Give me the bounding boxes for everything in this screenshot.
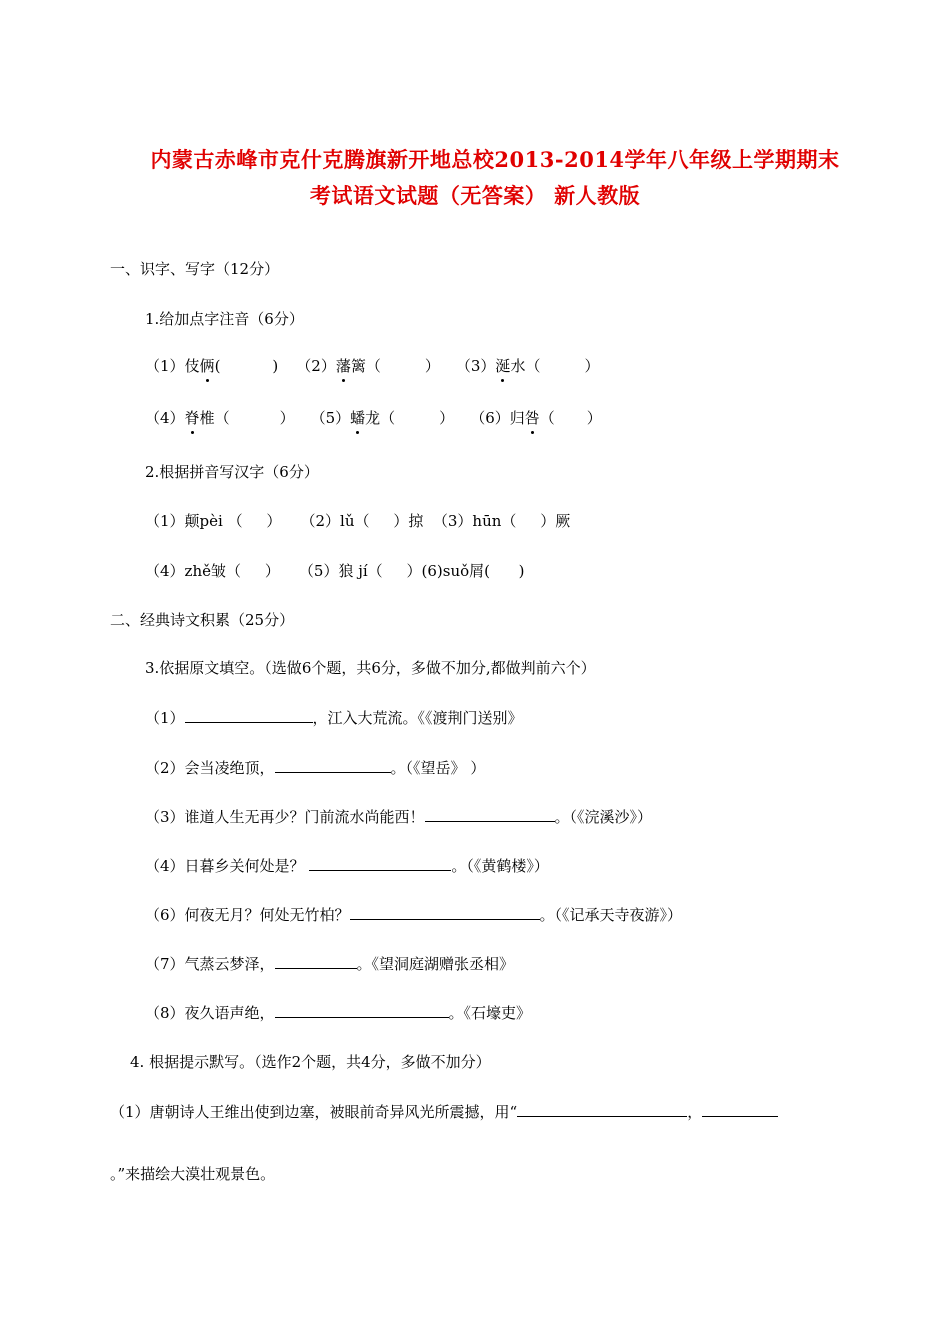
answer-blank[interactable]: [702, 1101, 778, 1117]
dotted-char: 俩: [199, 357, 215, 375]
q3-line4: （4）日暮乡关何处是？ 。（《黄鹤楼》）: [145, 857, 549, 875]
answer-blank[interactable]: [185, 707, 313, 723]
answer-blank[interactable]: [309, 855, 451, 871]
answer-blank[interactable]: [425, 806, 555, 822]
q2-row1: （1）颠pèi （ ） （2）lǔ（ ）掠 （3）hūn（ ）厥: [145, 512, 571, 530]
q4-line1: （1）唐朝诗人王维出使到边塞，被眼前奇异风光所震撼，用“ ，: [110, 1101, 778, 1122]
dotted-char: 脊: [184, 409, 200, 427]
answer-blank[interactable]: [517, 1101, 687, 1117]
document-title-line2: 考试语文试题（无答案） 新人教版: [309, 183, 641, 208]
q1-row2: （4）脊椎（ ） （5）蟠龙（ ） （6）归咎（ ）: [145, 409, 602, 427]
answer-blank[interactable]: [275, 757, 391, 773]
q2-heading: 2.根据拼音写汉字（6分）: [145, 463, 319, 481]
document-title-line1: 内蒙古赤峰市克什克腾旗新开地总校2013-2014学年八年级上学期期末: [150, 147, 840, 172]
answer-blank[interactable]: [350, 904, 540, 920]
answer-blank[interactable]: [275, 1002, 449, 1018]
answer-blank[interactable]: [275, 953, 357, 969]
dotted-char: 藩: [335, 357, 351, 375]
q1-heading: 1.给加点字注音（6分）: [145, 310, 304, 328]
section1-heading: 一、识字、写字（12分）: [110, 260, 280, 278]
q1-row1: （1）伎俩( ) （2）藩篱（ ） （3）涎水（ ）: [145, 357, 600, 375]
q3-line7: （7）气蒸云梦泽， 。《望洞庭湖赠张丞相》: [145, 955, 515, 973]
section2-heading: 二、经典诗文积累（25分）: [110, 611, 295, 629]
q3-line6: （6）何夜无月？何处无竹柏？ 。（《记承天寺夜游》）: [145, 906, 683, 924]
q4-heading: 4. 根据提示默写。（选作2个题，共4分，多做不加分）: [130, 1053, 491, 1071]
dotted-char: 涎: [495, 357, 511, 375]
dotted-char: 蟠: [350, 409, 366, 427]
q3-line8: （8）夜久语声绝， 。《石壕吏》: [145, 1004, 532, 1022]
q3-line3: （3）谁道人生无再少？门前流水尚能西！ 。（《浣溪沙》）: [145, 808, 653, 826]
q2-row2: （4）zhě皱（ ） （5）狼 jí（ ）(6)suǒ屑( ): [145, 562, 525, 580]
dotted-char: 咎: [524, 409, 540, 427]
q4-line1-end: 。”来描绘大漠壮观景色。: [110, 1165, 276, 1183]
q3-line1: （1） ，江入大荒流。《《渡荆门送别》: [145, 709, 523, 727]
q3-line2: （2）会当凌绝顶， 。（《望岳》 ）: [145, 759, 486, 777]
q3-heading: 3.依据原文填空。（选做6个题，共6分，多做不加分,都做判前六个）: [145, 659, 596, 677]
